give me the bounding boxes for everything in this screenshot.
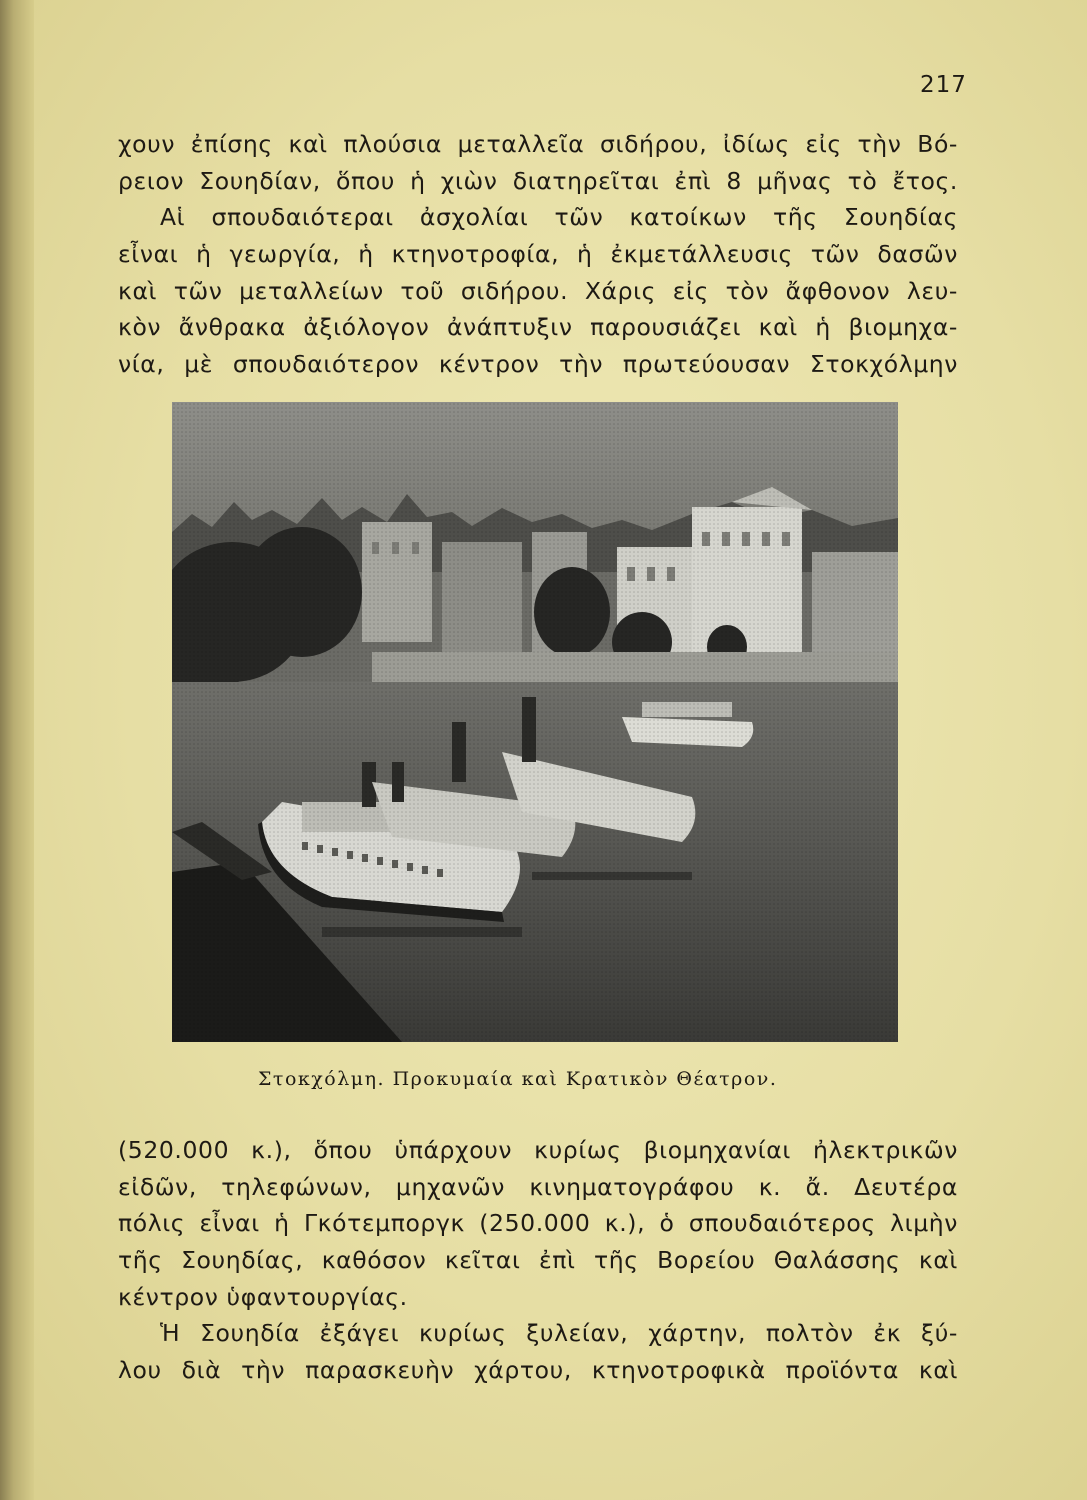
text-line: Ἡ Σουηδία ἐξάγει κυρίως ξυλείαν, χάρτην, πολτὸν ἐκ ξύ- <box>160 1319 958 1348</box>
text-line: καὶ τῶν μεταλλείων τοῦ σιδήρου. Χάρις εἰς τὸν ἄφθονον λευ- <box>118 276 958 305</box>
body-text-top <box>118 126 958 383</box>
page-number: 217 <box>920 72 967 98</box>
text-line: πόλις εἶναι ἡ Γκότεμποργκ (250.000 κ.), ὁ σπουδαιότερος λιμὴν <box>118 1209 958 1238</box>
text-line: λου διὰ τὴν παρασκευὴν χάρτου, κτηνοτροφικὰ προϊόντα καὶ <box>118 1356 958 1385</box>
text-line: εἰδῶν, τηλεφώνων, μηχανῶν κινηματογράφου κ. ἄ. Δευτέρα <box>118 1172 958 1201</box>
text-line: κέντρον ὑφαντουργίας. <box>118 1282 408 1311</box>
text-line: κὸν ἄνθρακα ἀξιόλογον ἀνάπτυξιν παρουσιάζει καὶ ἡ βιομηχα- <box>118 313 958 342</box>
text-line: ρειον Σουηδίαν, ὅπου ἡ χιὼν διατηρεῖται ἐπὶ 8 μῆνας τὸ ἔτος. <box>118 166 958 195</box>
body-text-bottom <box>118 1132 958 1389</box>
text-line: χουν ἐπίσης καὶ πλούσια μεταλλεῖα σιδήρου, ἰδίως εἰς τὴν Βό- <box>118 130 958 158</box>
text-line: Αἱ σπουδαιότεραι ἀσχολίαι τῶν κατοίκων τῆς Σουηδίας <box>160 203 958 232</box>
book-gutter-shadow <box>0 0 34 1500</box>
text-line: νία, μὲ σπουδαιότερον κέντρον τὴν πρωτεύουσαν Στοκχόλμην <box>118 350 958 379</box>
text-line: εἶναι ἡ γεωργία, ἡ κτηνοτροφία, ἡ ἐκμετάλλευσις τῶν δασῶν <box>118 240 958 269</box>
photo-illustration <box>172 402 898 1042</box>
text-line: τῆς Σουηδίας, καθόσον κεῖται ἐπὶ τῆς Βορείου Θαλάσσης καὶ <box>118 1246 958 1275</box>
photo-caption: Στοκχόλμη. Προκυμαία καὶ Κρατικὸν Θέατρον. <box>258 1068 778 1090</box>
harbor-photograph <box>172 402 898 1042</box>
text-line: (520.000 κ.), ὅπου ὑπάρχουν κυρίως βιομηχανίαι ἠλεκτρικῶν <box>118 1136 958 1164</box>
